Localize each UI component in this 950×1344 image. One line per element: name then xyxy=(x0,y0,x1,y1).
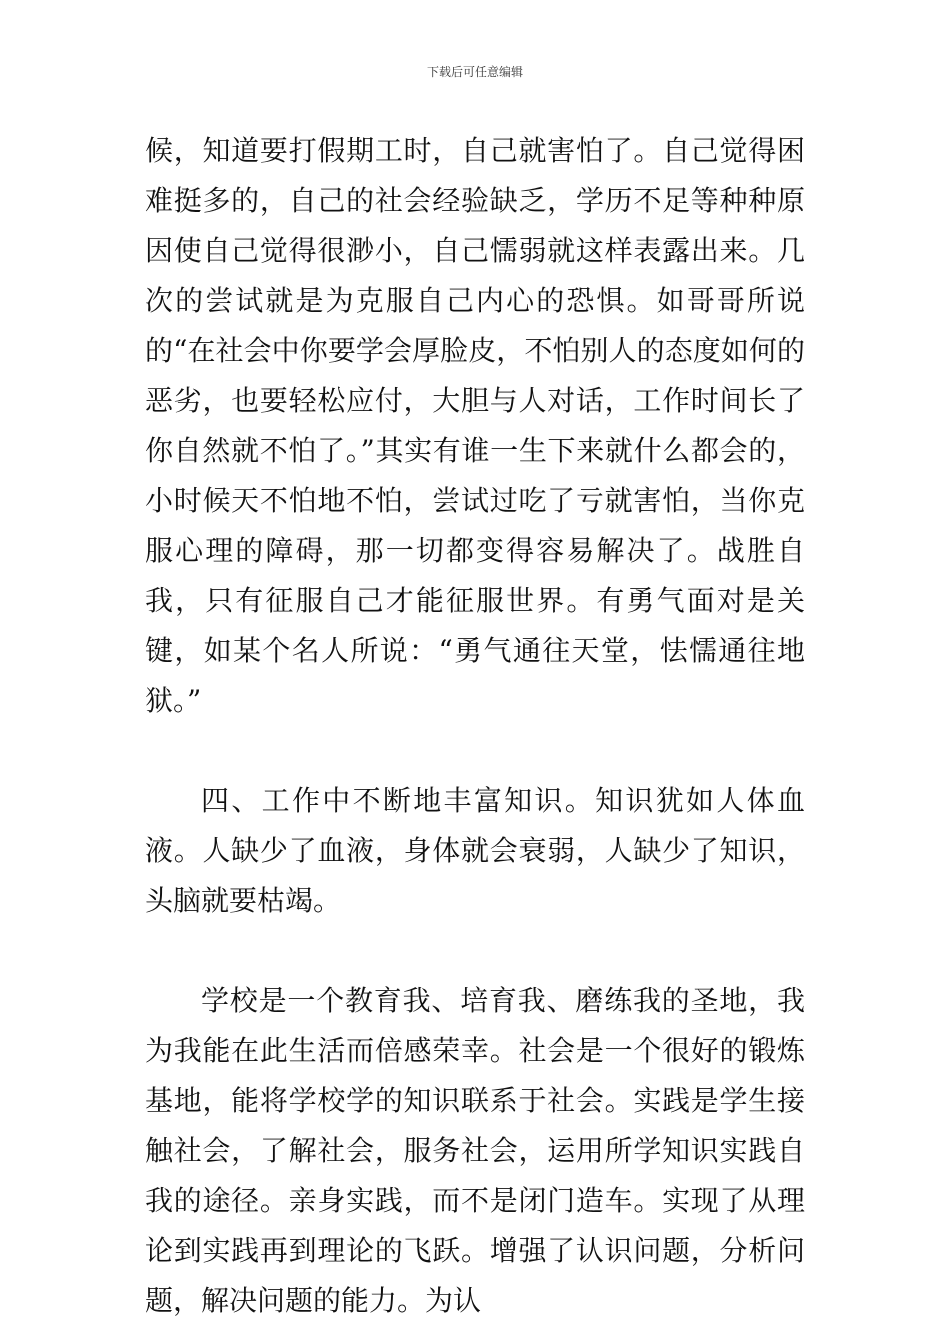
paragraph-1: 候，知道要打假期工时，自己就害怕了。自己觉得困难挺多的，自己的社会经验缺乏，学历不足等种种原因使自己觉得很渺小，自己懦弱就这样表露出来。几次的尝试就是为克服自己内心的恐惧。如哥哥所说的“在社会中你要学会厚脸皮，不怕别人的态度如何的恶劣，也要轻松应付，大胆与人对话，工作时间长了你自然就不怕了。”其实有谁一生下来就什么都会的，小时候天不怕地不怕，尝试过吃了亏就害怕，当你克服心理的障碍，那一切都变得容易解决了。战胜自我，只有征服自己才能征服世界。有勇气面对是关键，如某个名人所说：“勇气通往天堂，怯懦通往地狱。” xyxy=(145,134,805,717)
paragraph-spacer xyxy=(145,926,805,976)
paragraph-3: 学校是一个教育我、培育我、磨练我的圣地，我为我能在此生活而倍感荣幸。社会是一个很好的锻炼基地，能将学校学的知识联系于社会。实践是学生接触社会，了解社会，服务社会，运用所学知识实践自我的途径。亲身实践，而不是闭门造车。实现了从理论到实践再到理论的飞跃。增强了认识问题，分析问题，解决问题的能力。为认 xyxy=(145,984,805,1317)
document-body xyxy=(145,126,805,1326)
paragraph-2: 四、工作中不断地丰富知识。知识犹如人体血液。人缺少了血液，身体就会衰弱，人缺少了知识，头脑就要枯竭。 xyxy=(145,784,805,917)
paragraph-spacer xyxy=(145,726,805,776)
page-header: 下载后可任意编辑 xyxy=(426,65,523,79)
